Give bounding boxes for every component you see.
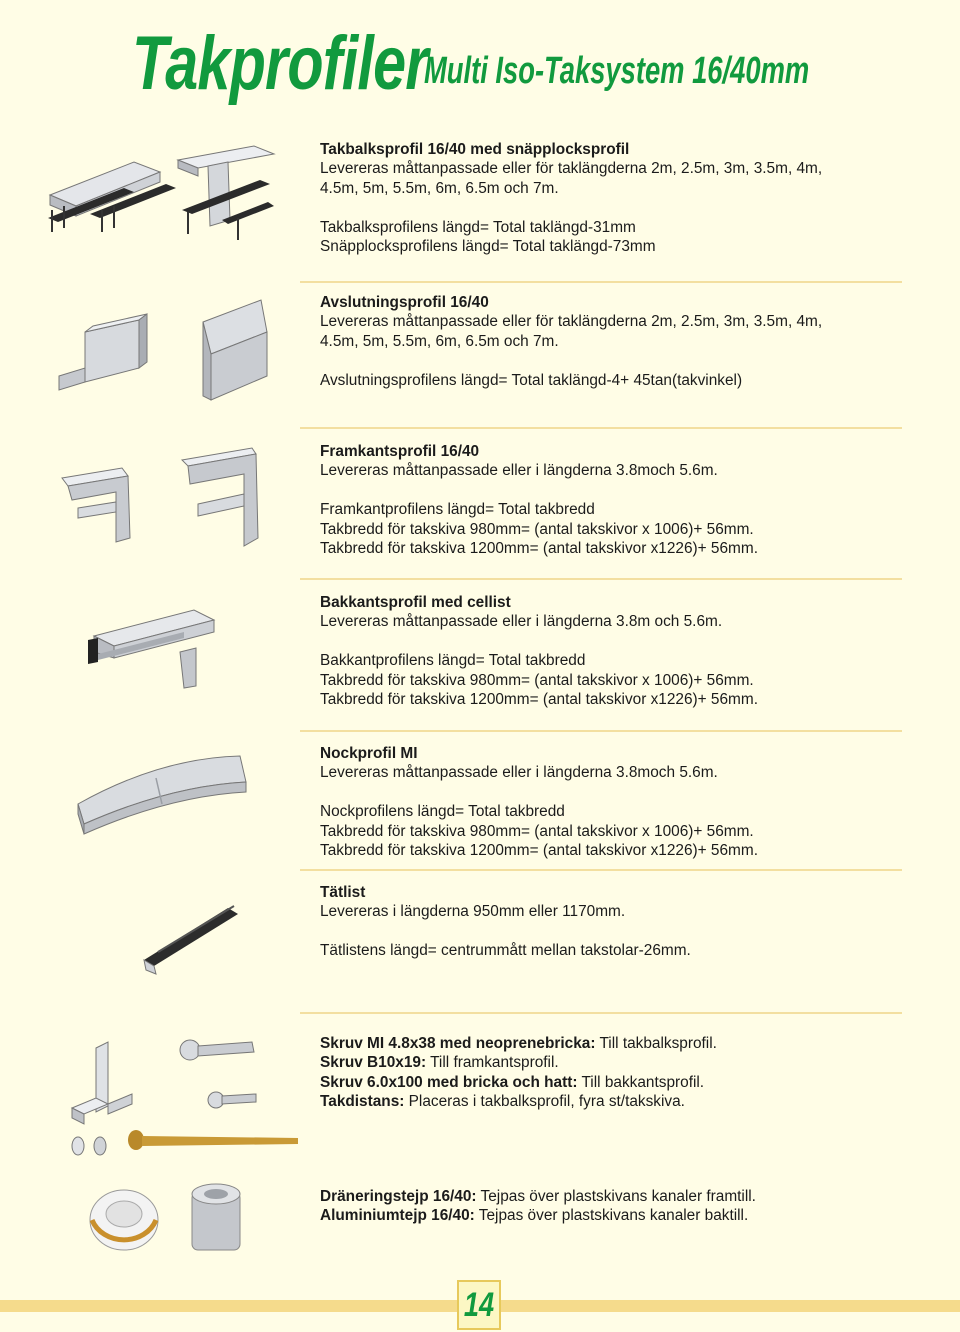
takbalk-profile-piece [178, 146, 274, 240]
accessory-text: Till bakkantsprofil. [577, 1073, 705, 1091]
section-bakkantsprofil [320, 593, 920, 709]
bakkantsprofil-illustration [84, 606, 220, 690]
section-divider [300, 427, 902, 429]
section-tapes [320, 1187, 920, 1226]
draneringstejp-roll-icon [90, 1190, 158, 1250]
section-takbalksprofil [320, 140, 920, 256]
accessory-line [320, 1092, 920, 1111]
avslutning-profile-piece-small [59, 314, 147, 390]
accessory-line [320, 1034, 920, 1053]
section-accessories [320, 1034, 920, 1112]
section-framkantsprofil [320, 442, 920, 558]
section-text: Takbredd för takskiva 980mm= (antal takskivor x 1006)+ 56mm. [320, 671, 754, 689]
aluminiumtejp-roll-icon [192, 1184, 240, 1250]
section-text: Avslutningsprofilens längd= Total taklängd-4+ 45tan(takvinkel) [320, 371, 743, 389]
section-heading: Tätlist [320, 884, 366, 901]
section-tatlist [320, 883, 920, 961]
section-text: Levereras måttanpassade eller i längderna 3.8moch 5.6m. [320, 764, 718, 782]
section-text: Takbredd för takskiva 1200mm= (antal takskivor x1226)+ 56mm. [320, 691, 758, 709]
tape-label: Dräneringstejp 16/40: [320, 1188, 477, 1205]
section-text: Tätlistens längd= centrummått mellan takstolar-26mm. [320, 942, 691, 960]
section-text: Takbalksprofilens längd= Total taklängd-31mm [320, 218, 636, 236]
tape-text: Tejpas över plastskivans kanaler framtill. [476, 1188, 756, 1205]
tape-label: Aluminiumtejp 16/40: [320, 1207, 475, 1225]
avslutning-profile-piece-large [203, 300, 267, 400]
accessory-label: Takdistans: [320, 1093, 405, 1111]
page-number-box [457, 1280, 501, 1330]
section-heading: Avslutningsprofil 16/40 [320, 294, 489, 311]
page-subtitle: Multi Iso-Taksystem 16/40mm [424, 50, 810, 92]
section-text: Snäpplocksprofilens längd= Total taklängd-73mm [320, 238, 656, 256]
nockprofil-illustration [70, 752, 250, 842]
section-heading: Takbalksprofil 16/40 med snäpplocksprofil [320, 141, 630, 158]
section-text: Nockprofilens längd= Total takbredd [320, 803, 565, 821]
section-text: Takbredd för takskiva 1200mm= (antal takskivor x1226)+ 56mm. [320, 540, 758, 558]
section-text: Levereras måttanpassade eller för taklängderna 2m, 2.5m, 3m, 3.5m, 4m, [320, 313, 823, 331]
section-text: Levereras måttanpassade eller i längderna 3.8m och 5.6m. [320, 613, 723, 631]
takdistans-part [72, 1042, 132, 1124]
section-avslutningsprofil [320, 293, 920, 390]
tape-line [320, 1206, 920, 1225]
section-divider [300, 869, 902, 871]
section-text: Takbredd för takskiva 1200mm= (antal takskivor x1226)+ 56mm. [320, 842, 758, 860]
section-heading: Nockprofil MI [320, 745, 418, 762]
section-divider [300, 578, 902, 580]
accessory-label: Skruv MI 4.8x38 med neoprenebricka: [320, 1035, 596, 1052]
accessory-text: Till takbalksprofil. [595, 1035, 717, 1052]
accessory-line [320, 1053, 920, 1072]
screw-6x100-icon [128, 1130, 298, 1150]
section-text: Framkantprofilens längd= Total takbredd [320, 501, 595, 519]
section-text: 4.5m, 5m, 5.5m, 6m, 6.5m och 7m. [320, 179, 559, 197]
section-nockprofil [320, 744, 920, 860]
tape-line [320, 1187, 920, 1206]
screw-mi-icon [180, 1040, 254, 1060]
accessory-label: Skruv 6.0x100 med bricka och hatt: [320, 1073, 578, 1091]
section-divider [300, 730, 902, 732]
section-text: Bakkantprofilens längd= Total takbredd [320, 652, 586, 670]
avslutningsprofil-illustration [55, 292, 275, 407]
section-text: Levereras måttanpassade eller i längderna 3.8moch 5.6m. [320, 462, 718, 480]
framkant-profile-piece-large [182, 448, 258, 546]
section-heading: Framkantsprofil 16/40 [320, 443, 480, 460]
section-divider [300, 1012, 902, 1014]
section-heading: Bakkantsprofil med cellist [320, 594, 511, 611]
page-title: Takprofiler [132, 21, 428, 106]
framkantsprofil-illustration [58, 442, 268, 550]
accessory-text: Till framkantsprofil. [426, 1054, 559, 1072]
section-text: Levereras måttanpassade eller för taklängderna 2m, 2.5m, 3m, 3.5m, 4m, [320, 160, 823, 178]
takbalksprofil-illustration [42, 140, 282, 245]
section-text: Levereras i längderna 950mm eller 1170mm. [320, 903, 626, 921]
washers-icon [72, 1137, 106, 1155]
section-divider [300, 281, 902, 283]
section-text: 4.5m, 5m, 5.5m, 6m, 6.5m och 7m. [320, 332, 559, 350]
accessory-label: Skruv B10x19: [320, 1054, 427, 1072]
tape-text: Tejpas över plastskivans kanaler baktill. [474, 1207, 749, 1225]
accessory-line [320, 1073, 920, 1092]
accessories-illustration [66, 1028, 302, 1164]
page-number: 14 [463, 1286, 495, 1324]
accessory-text: Placeras i takbalksprofil, fyra st/takskiva. [404, 1093, 685, 1111]
section-text: Takbredd för takskiva 980mm= (antal takskivor x 1006)+ 56mm. [320, 822, 754, 840]
tapes-illustration [88, 1180, 258, 1260]
framkant-profile-piece-small [62, 468, 130, 542]
screw-b10-icon [208, 1092, 256, 1108]
section-text: Takbredd för takskiva 980mm= (antal takskivor x 1006)+ 56mm. [320, 520, 754, 538]
snapplock-profile-piece [48, 162, 176, 232]
tatlist-illustration [138, 900, 248, 980]
